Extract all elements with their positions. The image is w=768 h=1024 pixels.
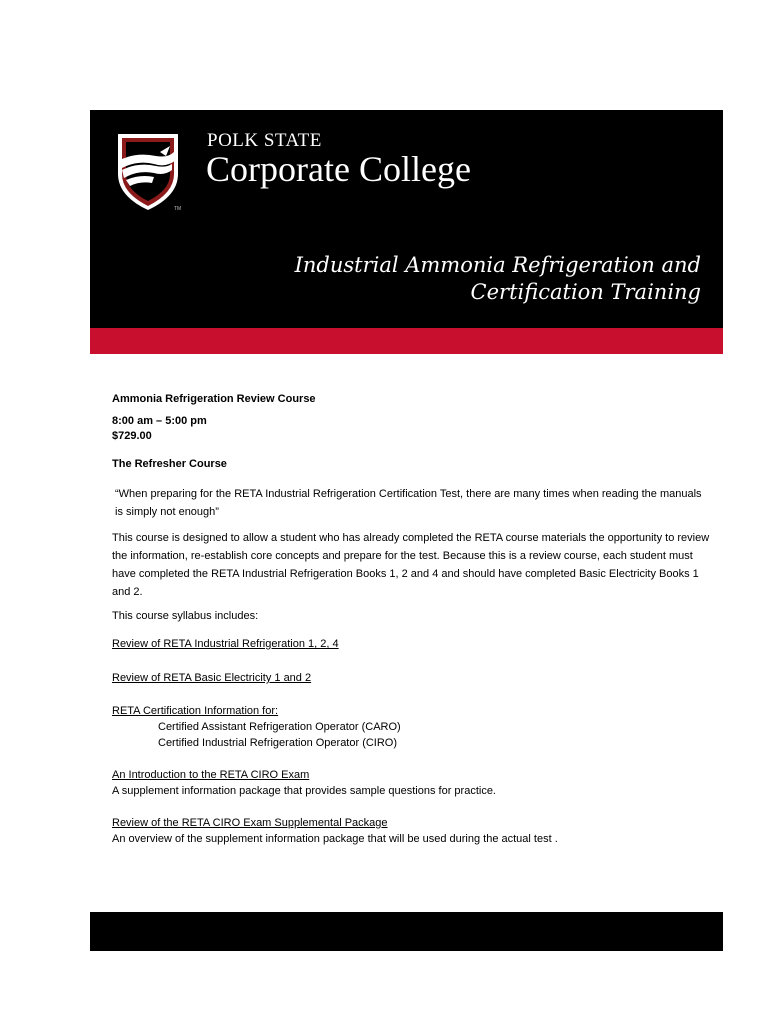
brand-name-small: POLK STATE xyxy=(207,130,322,151)
review-package-title: Review of the RETA CIRO Exam Supplemental Package xyxy=(112,817,388,829)
cert-ciro: Certified Industrial Refrigeration Operator (CIRO) xyxy=(158,737,398,749)
syllabus-intro: This course syllabus includes: xyxy=(112,610,259,622)
red-accent-band xyxy=(90,328,723,354)
section-heading: The Refresher Course xyxy=(112,458,227,470)
intro-exam-title: An Introduction to the RETA CIRO Exam xyxy=(112,769,310,781)
title-line-1: Industrial Ammonia Refrigeration and xyxy=(294,253,701,277)
syllabus-item-electricity: Review of RETA Basic Electricity 1 and 2 xyxy=(112,672,312,684)
footer-bar xyxy=(90,912,723,951)
document-page xyxy=(90,110,723,951)
course-quote: “When preparing for the RETA Industrial Refrigeration Certification Test, there are many times when reading the manuals is simply not enough” xyxy=(115,488,702,518)
cert-caro: Certified Assistant Refrigeration Operator (CARO) xyxy=(158,721,401,733)
intro-exam-desc: A supplement information package that provides sample questions for practice. xyxy=(112,785,496,797)
header-banner xyxy=(90,110,723,328)
review-package-desc: An overview of the supplement information package that will be used during the actual test . xyxy=(112,833,558,845)
title-line-2: Certification Training xyxy=(470,280,701,304)
course-price: $729.00 xyxy=(112,430,152,442)
document-title xyxy=(241,252,701,306)
course-title: Ammonia Refrigeration Review Course xyxy=(112,393,316,405)
shield-logo-icon xyxy=(116,130,180,212)
course-time: 8:00 am – 5:00 pm xyxy=(112,415,207,427)
course-content xyxy=(112,390,712,847)
syllabus-item-certification: RETA Certification Information for: xyxy=(112,705,279,717)
syllabus-item-refrigeration: Review of RETA Industrial Refrigeration 1, 2, 4 xyxy=(112,638,339,650)
brand-name-large: Corporate College xyxy=(206,149,471,189)
course-description: This course is designed to allow a student who has already completed the RETA course materials the opportunity to review the information, re-establish core concepts and prepare for the test. Because this is a review course, each student must have completed the RETA Industrial Refrigeration Books 1, 2 and 4 and should have completed Basic Electricity Books 1 and 2. xyxy=(112,532,710,598)
trademark-mark: TM xyxy=(174,206,182,212)
